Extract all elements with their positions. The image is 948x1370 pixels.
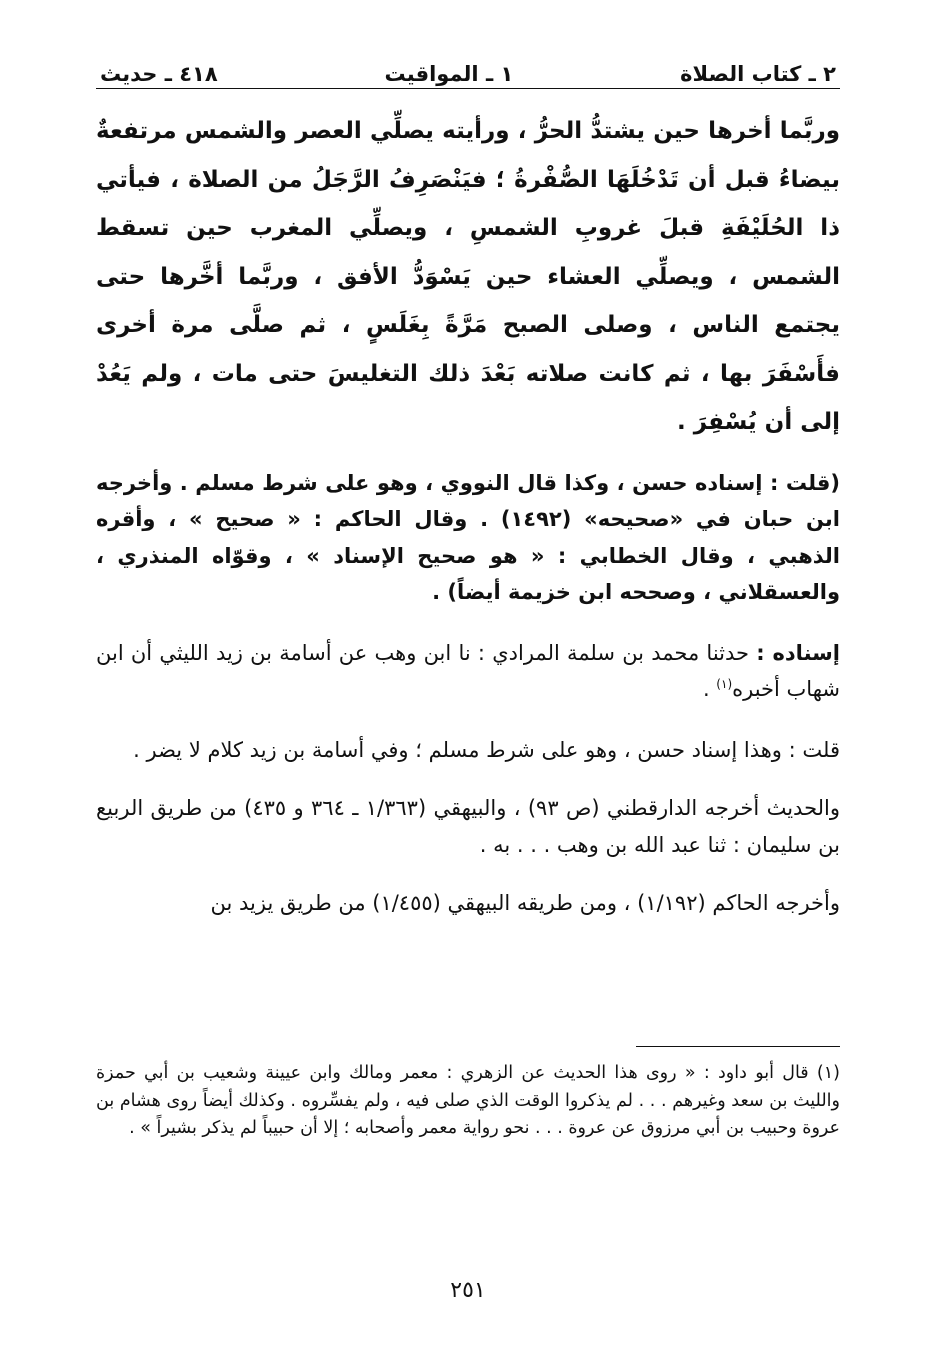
isnad-assessment: قلت : وهذا إسناد حسن ، وهو على شرط مسلم ؛ وفي أسامة بن زيد كلام لا يضر . [133, 737, 840, 762]
footnotes-section [96, 1060, 840, 1143]
authentication-note: (قلت : إسناده حسن ، وكذا قال النووي ، وهو على شرط مسلم . وأخرجه ابن حبان في «صحيحه» (١٤٩٢) . وقال الحاكم : « صحيح » ، وأقره الذهبي ، وقال الخطابي : « هو صحيح الإسناد » ، وقوّاه المنذري ، والعسقلاني ، وصححه ابن خزيمة أيضاً) . [96, 470, 840, 604]
isnad-paragraph [96, 635, 840, 708]
book-page [96, 58, 840, 1318]
footnote-item: (١) قال أبو داود : « روى هذا الحديث عن الزهري : معمر ومالك وابن عيينة وشعيب بن أبي حمزة والليث بن سعد وغيرهم . . . لم يذكروا الوقت الذي صلى فيه ، ولم يفسِّروه . وكذلك أيضاً روى هشام بن عروة وحبيب بن أبي مرزوق عن عروة . . . نحو رواية معمر وأصحابه ؛ إلا أن حبيباً لم يذكر بشيراً » . [96, 1063, 840, 1138]
isnad-text: حدثنا محمد بن سلمة المرادي : نا ابن وهب عن أسامة بن زيد الليثي أن ابن شهاب أخبره [96, 640, 840, 701]
hadith-main-text: وربَّما أخرها حين يشتدُّ الحرُّ ، ورأيته يصلِّي العصر والشمس مرتفعةٌ بيضاءُ قبل أن تَدْخُلَهَا الصُّفْرةُ ؛ فيَنْصَرِفُ الرَّجَلُ من الصلاة ، فيأتي ذا الحُلَيْفَةِ قبلَ غروبِ الشمسِ ، ويصلِّي المغرب حين تسقط الشمس ، ويصلِّي العشاء حين يَسْوَدُّ الأفق ، وربَّما أخَّرها حتى يجتمع الناس ، وصلى الصبح مَرَّةً بِغَلَسٍ ، ثم صلَّى مرة أخرى فأَسْفَرَ بها ، ثم كانت صلاته بَعْدَ ذلك التغليسَ حتى مات ، ولم يَعُدْ إلى أن يُسْفِرَ . [96, 118, 840, 435]
header-book-title: ٢ ـ كتاب الصلاة [680, 62, 836, 86]
isnad-label: إسناده : [756, 640, 840, 665]
header-hadith-number: ٤١٨ ـ حديث [100, 62, 218, 86]
page-number: ٢٥١ [450, 1278, 486, 1303]
takhrij-paragraph: والحديث أخرجه الدارقطني (ص ٩٣) ، والبيهقي (١/٣٦٣ ـ ٣٦٤ و ٤٣٥) من طريق الربيع بن سليمان : ثنا عبد الله بن وهب . . . به . [96, 796, 841, 857]
footnote-reference[interactable]: (١) [716, 677, 733, 691]
isnad-end: . [702, 677, 717, 701]
footnote-separator [636, 1046, 840, 1047]
running-header [96, 58, 840, 89]
header-chapter-title: ١ ـ المواقيت [384, 62, 514, 86]
takhrij-continuation: وأخرجه الحاكم (١/١٩٢) ، ومن طريقه البيهقي (١/٤٥٥) من طريق يزيد بن [210, 891, 840, 915]
